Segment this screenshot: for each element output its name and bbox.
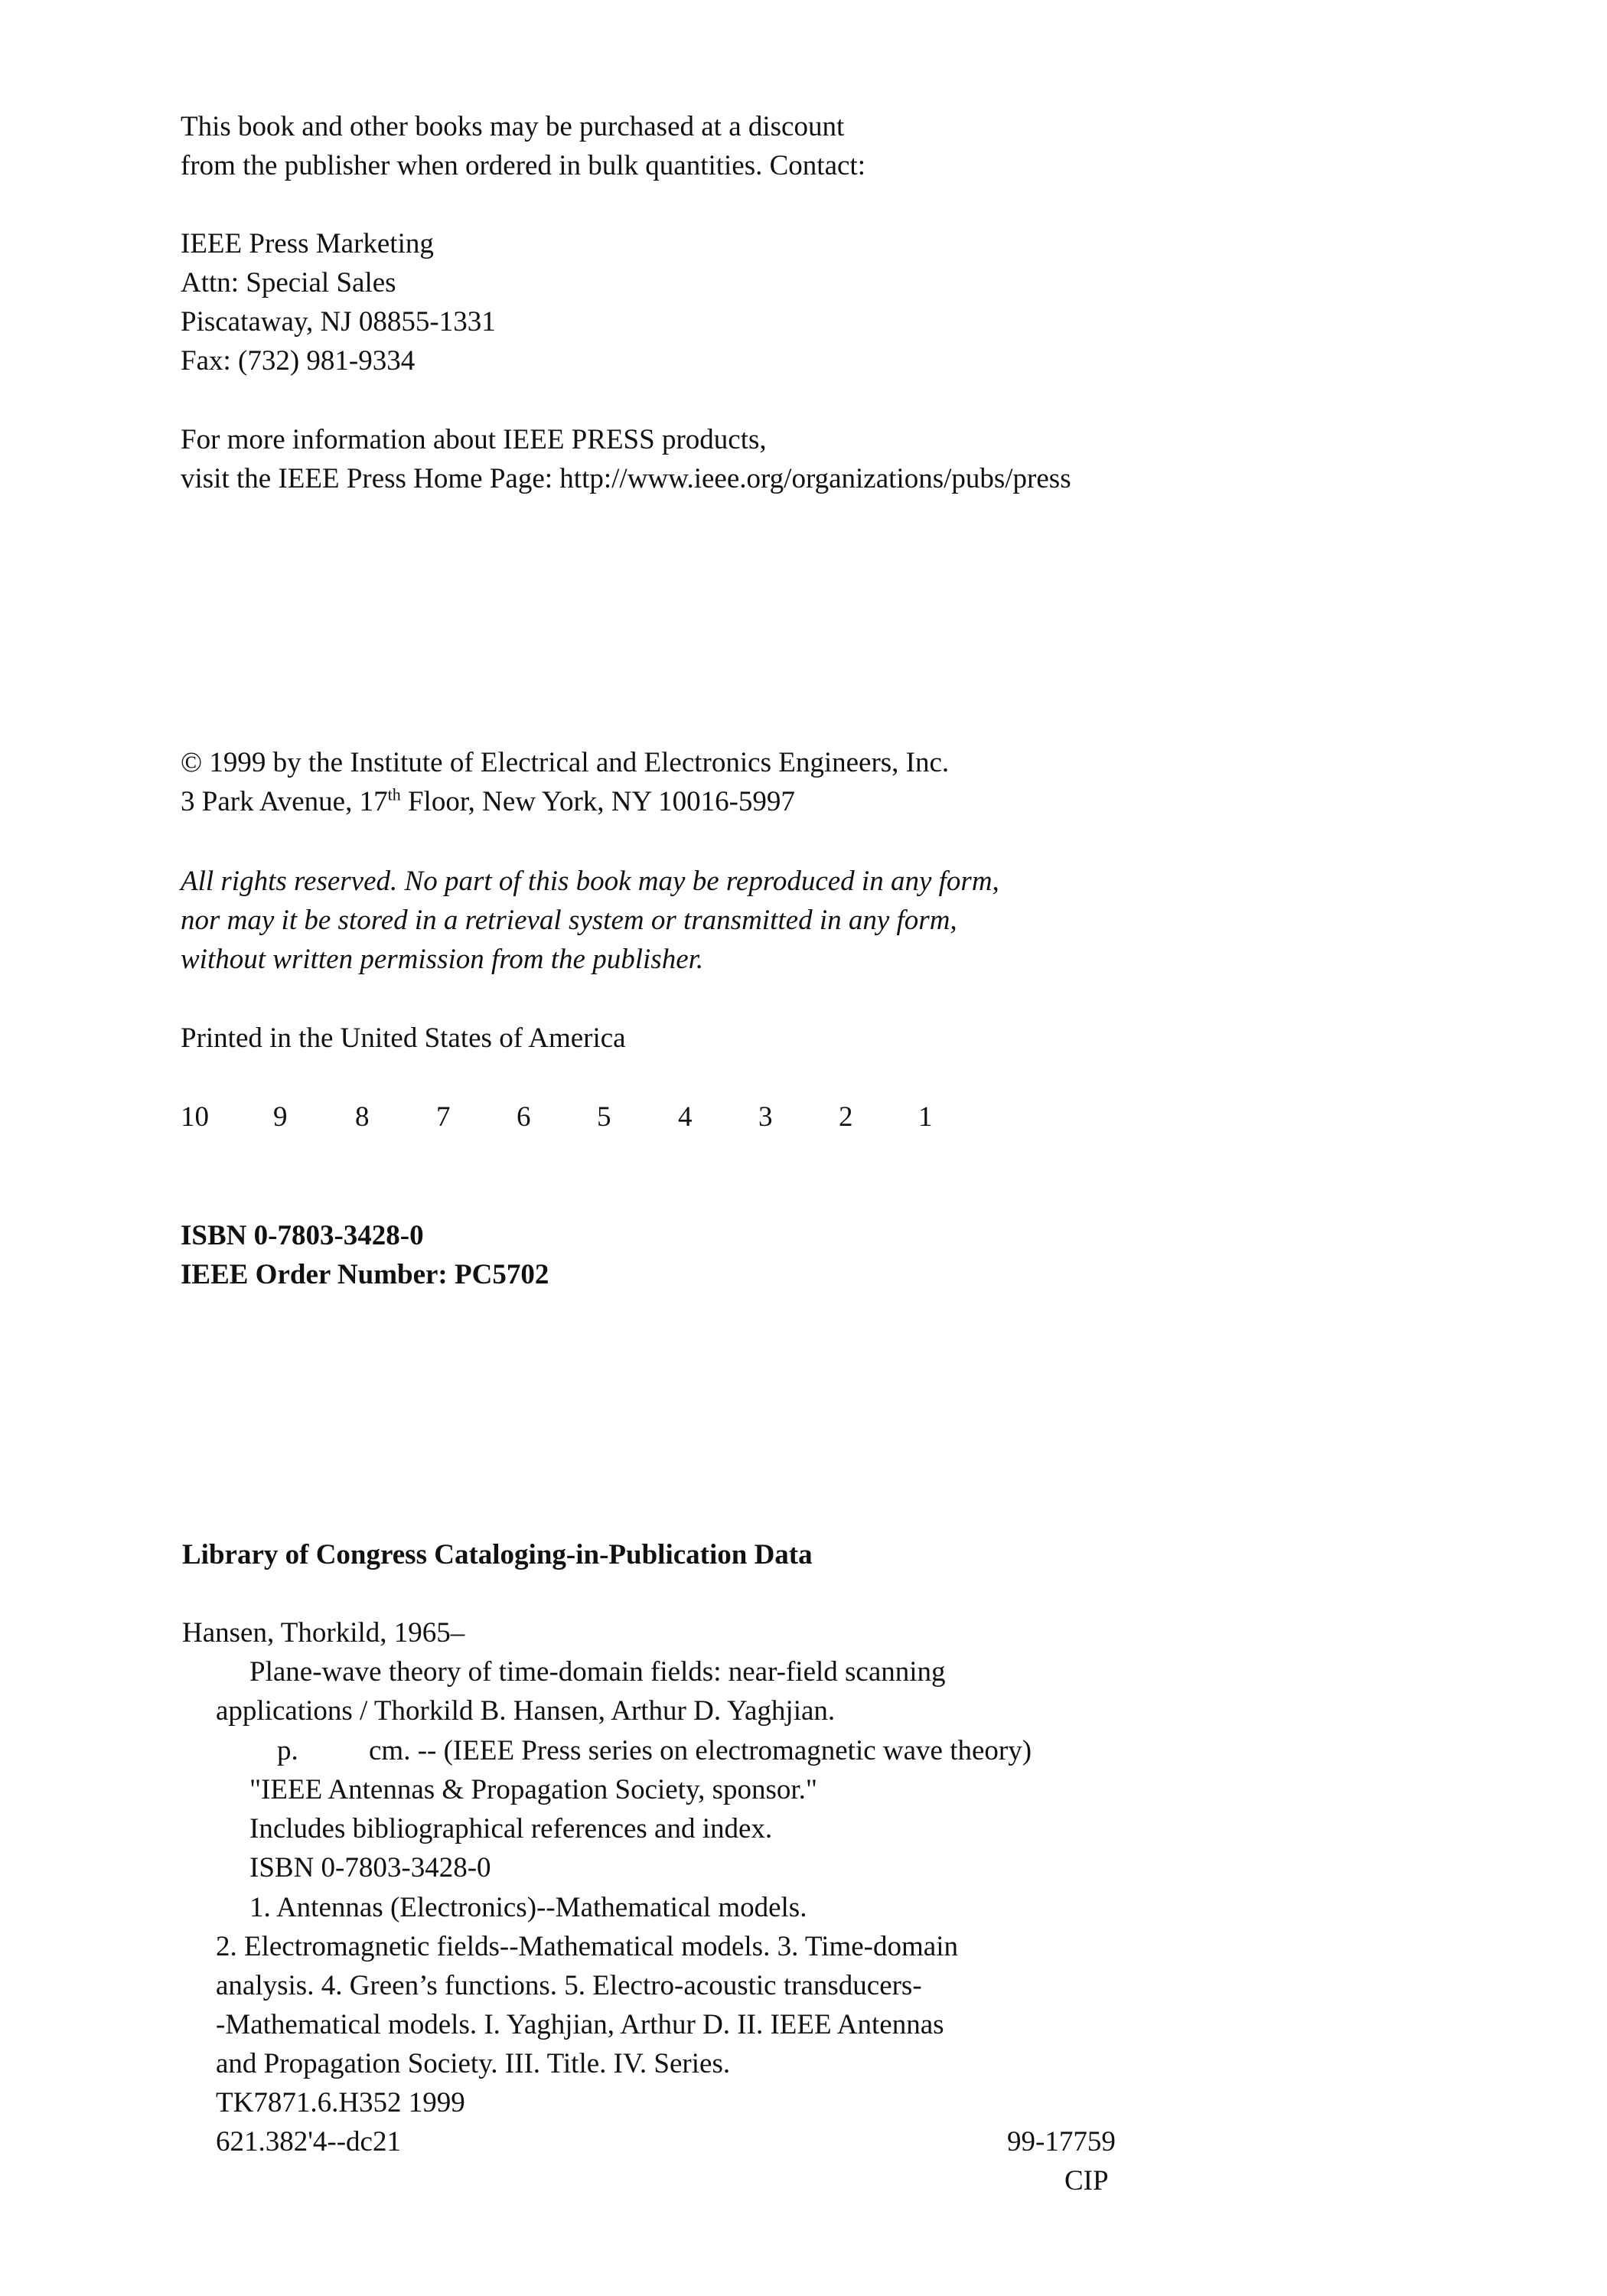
- cip-title: Plane-wave theory of time-domain fields: near-field scanning: [249, 1656, 946, 1688]
- bulk-sales-notice: [181, 107, 865, 185]
- cip-pages-p: p.: [277, 1735, 298, 1766]
- printer-key-number: 5: [597, 1101, 611, 1133]
- order-number: IEEE Order Number: PC5702: [181, 1259, 549, 1290]
- printer-key-number: 2: [839, 1101, 853, 1133]
- printed-in-line: Printed in the United States of America: [181, 1022, 626, 1054]
- cip-heading: Library of Congress Cataloging-in-Publication Data: [182, 1539, 813, 1570]
- printer-key-number: 10: [181, 1101, 209, 1133]
- contact-line: Attn: Special Sales: [181, 267, 396, 298]
- contact-line: Piscataway, NJ 08855-1331: [181, 306, 496, 338]
- copyright-notice: [181, 743, 949, 821]
- rights-line: All rights reserved. No part of this book may be reproduced in any form,: [181, 866, 999, 897]
- cip-dewey: 621.382'4--dc21: [216, 2126, 401, 2157]
- address-part: 3 Park Avenue, 17: [181, 786, 388, 817]
- cip-isbn: ISBN 0-7803-3428-0: [249, 1852, 491, 1883]
- printer-key-number: 4: [678, 1101, 693, 1133]
- printer-key: [181, 1097, 946, 1137]
- printed-in: [181, 1019, 626, 1058]
- cip-subject: 1. Antennas (Electronics)--Mathematical models.: [249, 1892, 807, 1923]
- printer-key-number: 1: [918, 1101, 933, 1133]
- printer-key-number: 3: [758, 1101, 773, 1133]
- copyright-line: © 1999 by the Institute of Electrical and Electronics Engineers, Inc.: [181, 747, 950, 778]
- cip-author: Hansen, Thorkild, 1965–: [182, 1617, 465, 1649]
- cip-subject: -Mathematical models. I. Yaghjian, Arthur D. II. IEEE Antennas: [216, 2009, 944, 2040]
- publisher-address: [181, 782, 949, 821]
- bulk-sales-line: This book and other books may be purchased at a discount: [181, 111, 845, 142]
- cip-pages-series: cm. -- (IEEE Press series on electromagnetic wave theory): [369, 1735, 1032, 1766]
- ordinal-suffix: th: [387, 784, 401, 804]
- printer-key-number: 6: [517, 1101, 531, 1133]
- contact-line: Fax: (732) 981-9334: [181, 345, 416, 377]
- address-part: Floor, New York, NY 10016-5997: [400, 786, 795, 817]
- rights-statement: [181, 862, 999, 979]
- printer-key-number: 8: [355, 1101, 370, 1133]
- printer-key-number: 7: [436, 1101, 451, 1133]
- contact-line: IEEE Press Marketing: [181, 228, 434, 259]
- cip-lccn: 99-17759: [1007, 2126, 1116, 2157]
- cip-call-number: TK7871.6.H352 1999: [216, 2087, 465, 2118]
- rights-line: without written permission from the publisher.: [181, 944, 704, 975]
- isbn: ISBN 0-7803-3428-0: [181, 1220, 424, 1251]
- printer-key-number: 9: [273, 1101, 288, 1133]
- cip-includes: Includes bibliographical references and index.: [249, 1813, 773, 1844]
- cip-sponsor: "IEEE Antennas & Propagation Society, sponsor.": [249, 1774, 818, 1805]
- cip-subject: analysis. 4. Green’s functions. 5. Electro-acoustic transducers-: [216, 1970, 922, 2001]
- more-info-line: For more information about IEEE PRESS products,: [181, 424, 767, 455]
- book-identifiers: [181, 1216, 549, 1294]
- bulk-sales-line: from the publisher when ordered in bulk quantities. Contact:: [181, 150, 865, 181]
- cip-label: CIP: [1064, 2165, 1109, 2197]
- cip-title: applications / Thorkild B. Hansen, Arthur D. Yaghjian.: [216, 1695, 836, 1727]
- cip-subject: and Propagation Society. III. Title. IV. Series.: [216, 2048, 731, 2079]
- more-info: [181, 420, 1071, 498]
- more-info-line: visit the IEEE Press Home Page: http://www.ieee.org/organizations/pubs/press: [181, 463, 1071, 494]
- contact-address: [181, 224, 496, 380]
- cip-subject: 2. Electromagnetic fields--Mathematical models. 3. Time-domain: [216, 1931, 958, 1962]
- rights-line: nor may it be stored in a retrieval system or transmitted in any form,: [181, 905, 957, 936]
